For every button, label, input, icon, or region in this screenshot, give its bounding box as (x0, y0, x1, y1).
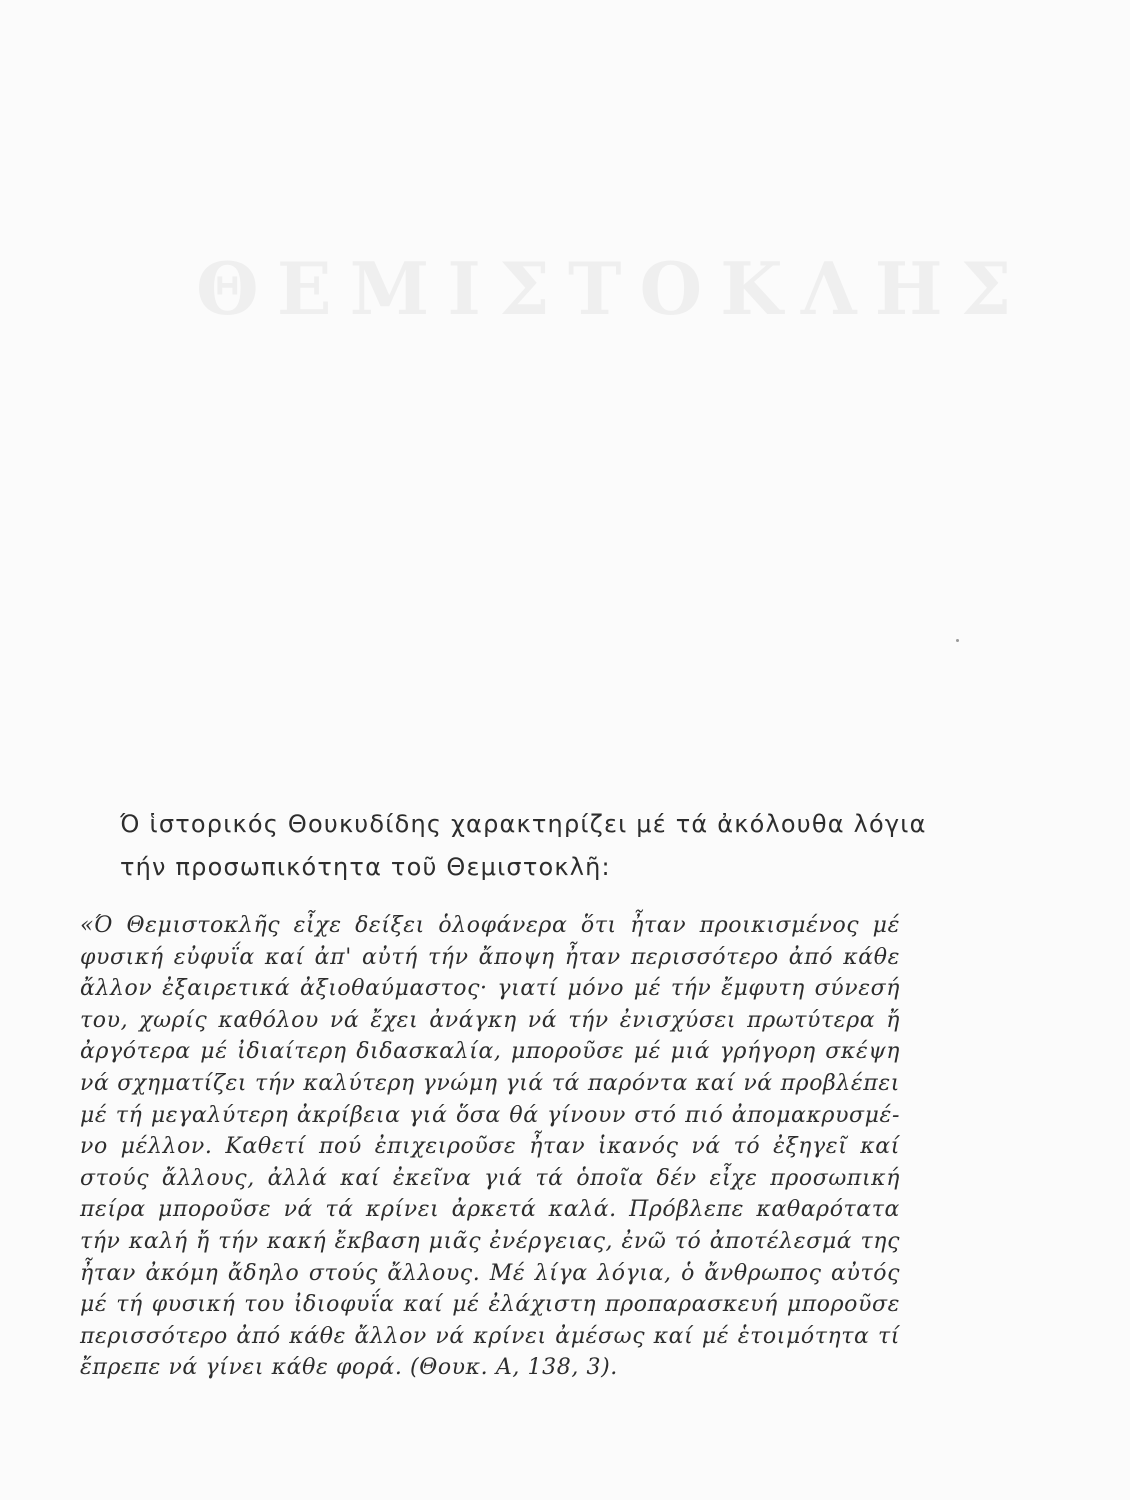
quote-line: μέ τή φυσική του ἰδιοφυΐα καί μέ ἐλάχιστη προπαρασκευή μποροῦσε (80, 1292, 900, 1318)
quote-line: ἔπρεπε νά γίνει κάθε φορά. (Θουκ. Α, 138, 3). (80, 1355, 618, 1381)
quote-line: φυσική εὐφυΐα καί ἀπ' αὐτή τήν ἄποψη ἦταν περισσότερο ἀπό κάθε (80, 944, 900, 970)
quote-line: ἀργότερα μέ ἰδιαίτερη διδασκαλία, μποροῦσε μέ μιά γρήγορη σκέψη (80, 1039, 900, 1065)
show-through-heading (196, 246, 756, 306)
quote-line: του, χωρίς καθόλου νά ἔχει ἀνάγκη νά τήν ἐνισχύσει πρωτύτερα ἤ (80, 1007, 900, 1033)
quote-line: τήν καλή ἤ τήν κακή ἔκβαση μιᾶς ἐνέργειας, ἐνῶ τό ἀποτέλεσμά της (80, 1228, 900, 1254)
intro-line-2: τήν προσωπικότητα τοῦ Θεμιστοκλῆ: (120, 853, 611, 881)
quote-line: πείρα μποροῦσε νά τά κρίνει ἀρκετά καλά. Πρόβλεπε καθαρότατα (80, 1197, 900, 1223)
thucydides-quote (80, 910, 900, 1384)
intro-paragraph (120, 803, 927, 889)
quote-line: νο μέλλον. Καθετί πού ἐπιχειροῦσε ἦταν ἱκανός νά τό ἐξηγεῖ καί (80, 1134, 900, 1160)
quote-line: ἄλλον ἐξαιρετικά ἀξιοθαύμαστος· γιατί μόνο μέ τήν ἔμφυτη σύνεσή (80, 976, 900, 1002)
quote-line: μέ τή μεγαλύτερη ἀκρίβεια γιά ὅσα θά γίνουν στό πιό ἀπομακρυσμέ- (80, 1102, 900, 1128)
quote-line: νά σχηματίζει τήν καλύτερη γνώμη γιά τά παρόντα καί νά προβλέπει (80, 1070, 900, 1096)
quote-line: περισσότερο ἀπό κάθε ἄλλον νά κρίνει ἀμέσως καί μέ ἑτοιμότητα τί (80, 1323, 900, 1349)
paper-speck (956, 639, 959, 642)
quote-line: στούς ἄλλους, ἀλλά καί ἐκεῖνα γιά τά ὁποῖα δέν εἶχε προσωπική (80, 1165, 900, 1191)
quote-line: ἦταν ἀκόμη ἄδηλο στούς ἄλλους. Μέ λίγα λόγια, ὁ ἄνθρωπος αὐτός (80, 1260, 900, 1286)
quote-line: «Ό Θεμιστοκλῆς εἶχε δείξει ὁλοφάνερα ὅτι ἦταν προικισμένος μέ (80, 913, 900, 938)
intro-line-1: Ό ἱστορικός Θουκυδίδης χαρακτηρίζει μέ τά ἀκόλουθα λόγια (120, 810, 927, 838)
